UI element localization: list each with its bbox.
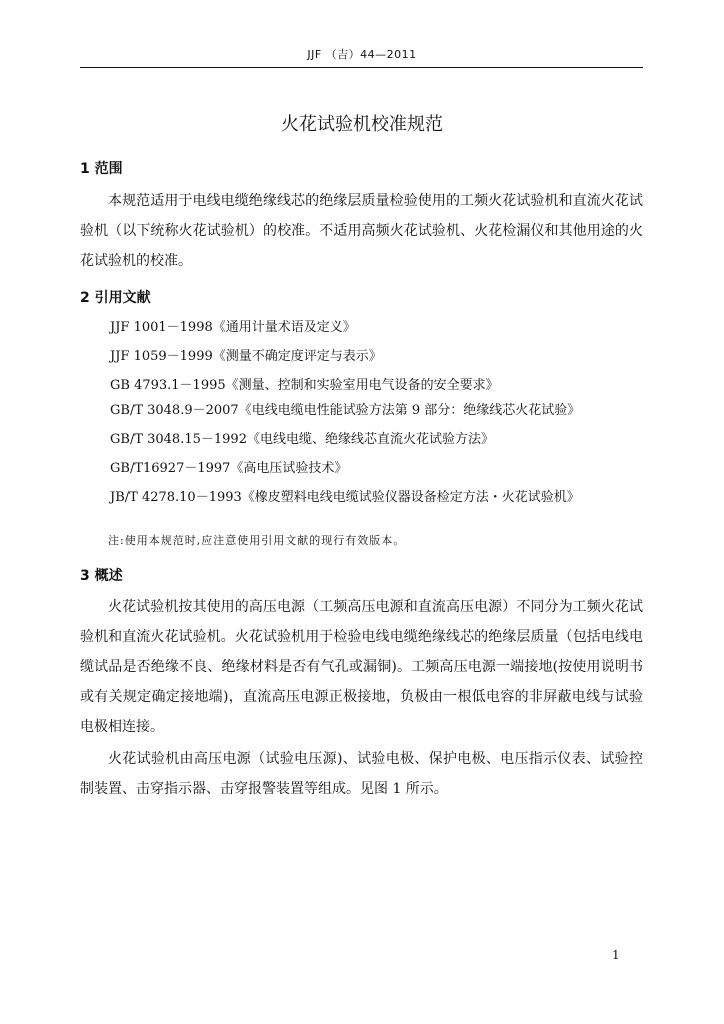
section-heading-scope: 1 范围 xyxy=(80,161,123,177)
section-heading-overview: 3 概述 xyxy=(80,568,123,584)
reference-item: GB/T16927－1997《高电压试验技术》 xyxy=(110,461,348,476)
reference-note: 注:使用本规范时,应注意使用引用文献的现行有效版本。 xyxy=(108,534,406,547)
reference-list xyxy=(110,313,643,512)
reference-item: JJF 1001－1998《通用计量术语及定义》 xyxy=(110,320,356,335)
paragraph-scope: 本规范适用于电线电缆绝缘线芯的绝缘层质量检验使用的工频火花试验机和直流火花试验机（以下统称火花试验机）的校准。不适用高频火花试验机、火花检漏仪和其他用途的火花试验机的校准。 xyxy=(80,193,643,269)
page-number: 1 xyxy=(612,948,620,962)
paragraph-overview-1: 火花试验机按其使用的高压电源（工频高压电源和直流高压电源）不同分为工频火花试验机和直流火花试验机。火花试验机用于检验电线电缆绝缘线芯的绝缘层质量（包括电线电缆试品是否绝缘不良、绝缘材料是否有气孔或漏铜)。工频高压电源一端接地(按使用说明书或有关规定确定接地端)，直流高压电源正极接地，负极由一根低电容的非屏蔽电线与试验电极相连接。 xyxy=(80,599,643,735)
page-header: JJF （吉）44—2011 xyxy=(307,48,417,61)
reference-item: JB/T 4278.10－1993《橡皮塑料电线电缆试验仪器设备检定方法・火花试验机》 xyxy=(110,490,580,505)
reference-item: GB/T 3048.15－1992《电线电缆、绝缘线芯直流火花试验方法》 xyxy=(110,432,494,447)
reference-item: GB/T 3048.9－2007《电线电缆电性能试验方法第 9 部分：绝缘线芯火花试验》 xyxy=(110,403,581,418)
reference-item: GB 4793.1－1995《测量、控制和实验室用电气设备的安全要求》 xyxy=(110,378,499,393)
document-title: 火花试验机校准规范 xyxy=(281,114,443,135)
header-rule xyxy=(80,67,643,68)
reference-item: JJF 1059－1999《测量不确定度评定与表示》 xyxy=(110,349,382,364)
section-heading-references: 2 引用文献 xyxy=(80,290,151,306)
paragraph-overview-2: 火花试验机由高压电源（试验电压源)、试验电极、保护电极、电压指示仪表、试验控制装置、击穿指示器、击穿报警装置等组成。见图 1 所示。 xyxy=(80,751,643,797)
